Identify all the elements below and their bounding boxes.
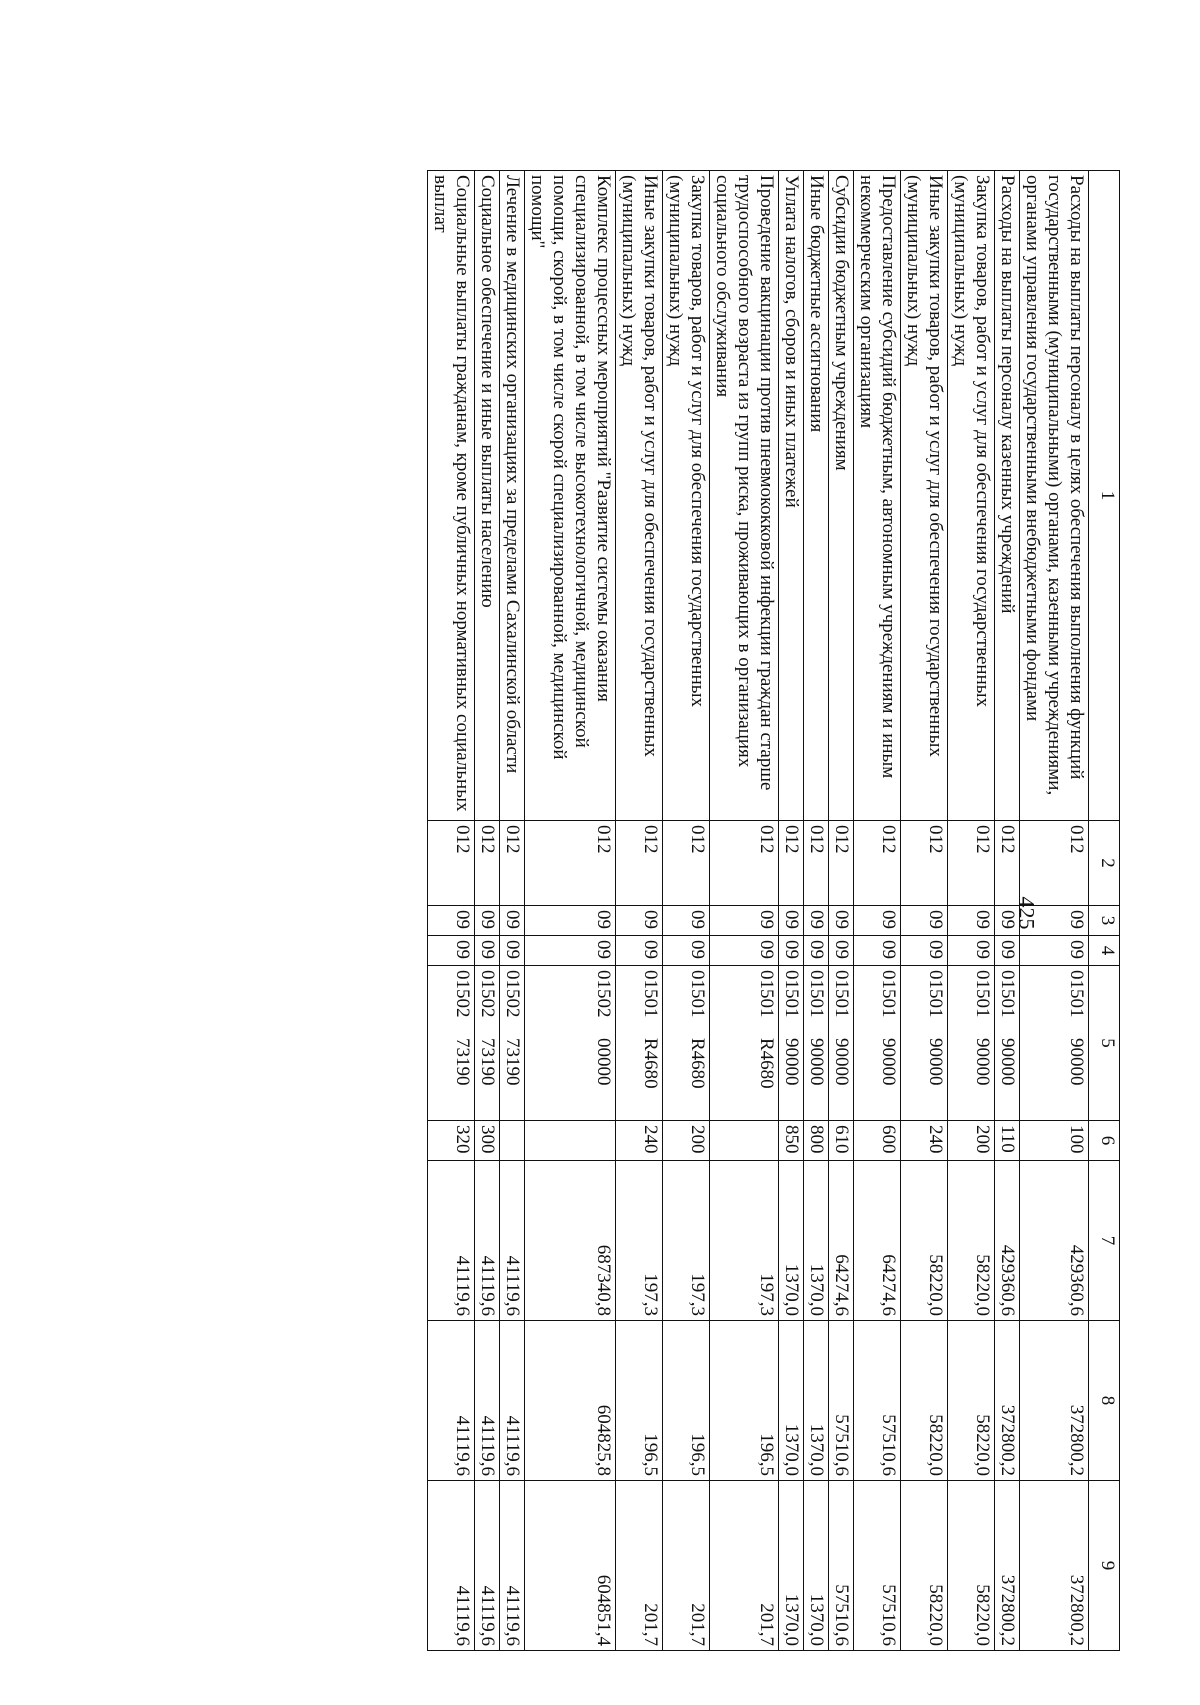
table-row (475, 171, 500, 1651)
amount-year-2: 1370,0 (804, 1321, 829, 1481)
target-article (804, 966, 829, 1121)
expense-type-code: 300 (475, 1121, 500, 1161)
amount-year-3: 58220,0 (901, 1481, 948, 1651)
section-code: 09 (663, 906, 710, 936)
table-row (804, 171, 829, 1651)
amount-year-3: 372800,2 (1020, 1481, 1089, 1651)
program-code: 01501 (997, 970, 1018, 1018)
expense-type-code (710, 1121, 779, 1161)
target-article (475, 966, 500, 1121)
amount-year-3: 201,7 (710, 1481, 779, 1651)
amount-year-1: 58220,0 (948, 1161, 995, 1321)
direction-code: R4680 (756, 1038, 777, 1089)
subsection-code: 09 (901, 936, 948, 966)
direction-code: 90000 (925, 1038, 946, 1086)
table-row (710, 171, 779, 1651)
program-code: 01501 (831, 970, 852, 1018)
program-code: 01502 (502, 970, 523, 1018)
amount-year-2: 1370,0 (779, 1321, 804, 1481)
subsection-code: 09 (829, 936, 854, 966)
ministry-code: 012 (779, 821, 804, 906)
ministry-code: 012 (710, 821, 779, 906)
ministry-code: 012 (854, 821, 901, 906)
header-cell: 3 (1089, 906, 1120, 936)
subsection-code: 09 (428, 936, 475, 966)
table-row (854, 171, 901, 1651)
ministry-code: 012 (616, 821, 663, 906)
amount-year-2: 372800,2 (1020, 1321, 1089, 1481)
page-number: 425 (1014, 896, 1040, 930)
row-name: Субсидии бюджетным учреждениям (829, 171, 854, 821)
program-code: 01502 (477, 970, 498, 1018)
subsection-code: 09 (710, 936, 779, 966)
table-row (995, 171, 1020, 1651)
target-article (663, 966, 710, 1121)
expense-type-code: 600 (854, 1121, 901, 1161)
amount-year-3: 1370,0 (804, 1481, 829, 1651)
target-article (948, 966, 995, 1121)
program-code: 01501 (972, 970, 993, 1018)
amount-year-2: 57510,6 (829, 1321, 854, 1481)
program-code: 01501 (878, 970, 899, 1018)
amount-year-2: 196,5 (710, 1321, 779, 1481)
expense-type-code: 200 (948, 1121, 995, 1161)
table-body (428, 171, 1089, 1651)
amount-year-2: 41119,6 (500, 1321, 525, 1481)
row-name: Уплата налогов, сборов и иных платежей (779, 171, 804, 821)
program-code: 01501 (781, 970, 802, 1018)
table-row (948, 171, 995, 1651)
target-article (525, 966, 616, 1121)
expense-type-code: 610 (829, 1121, 854, 1161)
direction-code: 90000 (806, 1038, 827, 1086)
amount-year-1: 41119,6 (500, 1161, 525, 1321)
header-cell: 1 (1089, 171, 1120, 821)
ministry-code: 012 (663, 821, 710, 906)
expense-type-code: 800 (804, 1121, 829, 1161)
amount-year-3: 57510,6 (854, 1481, 901, 1651)
ministry-code: 012 (829, 821, 854, 906)
amount-year-1: 429360,6 (995, 1161, 1020, 1321)
program-code: 01501 (925, 970, 946, 1018)
amount-year-3: 41119,6 (428, 1481, 475, 1651)
ministry-code: 012 (525, 821, 616, 906)
section-code: 09 (475, 906, 500, 936)
budget-table (427, 170, 1120, 1651)
amount-year-1: 687340,8 (525, 1161, 616, 1321)
target-article (616, 966, 663, 1121)
ministry-code: 012 (901, 821, 948, 906)
subsection-code: 09 (475, 936, 500, 966)
program-code: 01501 (640, 970, 661, 1018)
ministry-code: 012 (500, 821, 525, 906)
program-code: 01501 (756, 970, 777, 1018)
budget-table-rotated (80, 170, 1120, 1650)
header-cell: 6 (1089, 1121, 1120, 1161)
direction-code: 73190 (452, 1038, 473, 1086)
header-cell: 5 (1089, 966, 1120, 1121)
amount-year-3: 372800,2 (995, 1481, 1020, 1651)
section-code: 09 (779, 906, 804, 936)
section-code: 09 (428, 906, 475, 936)
table-row (901, 171, 948, 1651)
section-code: 09 (995, 906, 1020, 936)
subsection-code: 09 (500, 936, 525, 966)
table-row (428, 171, 475, 1651)
row-name: Социальные выплаты гражданам, кроме публичных нормативных социальных выплат (428, 171, 475, 821)
direction-code: 90000 (997, 1038, 1018, 1086)
amount-year-3: 201,7 (663, 1481, 710, 1651)
amount-year-3: 41119,6 (500, 1481, 525, 1651)
amount-year-2: 58220,0 (948, 1321, 995, 1481)
amount-year-1: 1370,0 (779, 1161, 804, 1321)
target-article (995, 966, 1020, 1121)
target-article (428, 966, 475, 1121)
table-row (779, 171, 804, 1651)
row-name: Закупка товаров, работ и услуг для обеспечения государственных (муниципальных) нужд (948, 171, 995, 821)
row-name: Комплекс процессных мероприятий "Развитие системы оказания специализированной, в том числе высокотехнологичной, медицинской помощи, скорой, в том числе скорой специализированной, медицинской помощи" (525, 171, 616, 821)
program-code: 01501 (806, 970, 827, 1018)
table-row (1020, 171, 1089, 1651)
subsection-code: 09 (854, 936, 901, 966)
expense-type-code: 850 (779, 1121, 804, 1161)
section-code: 09 (500, 906, 525, 936)
target-article (710, 966, 779, 1121)
row-name: Расходы на выплаты персоналу казенных учреждений (995, 171, 1020, 821)
subsection-code: 09 (948, 936, 995, 966)
expense-type-code: 320 (428, 1121, 475, 1161)
ministry-code: 012 (1020, 821, 1089, 906)
table-row (829, 171, 854, 1651)
amount-year-3: 201,7 (616, 1481, 663, 1651)
expense-type-code (525, 1121, 616, 1161)
target-article (901, 966, 948, 1121)
expense-type-code: 100 (1020, 1121, 1089, 1161)
direction-code: R4680 (687, 1038, 708, 1089)
row-name: Проведение вакцинации против пневмококковой инфекции граждан старше трудоспособного возраста из групп риска, проживающих в организациях социального обслуживания (710, 171, 779, 821)
subsection-code: 09 (804, 936, 829, 966)
amount-year-3: 41119,6 (475, 1481, 500, 1651)
amount-year-3: 57510,6 (829, 1481, 854, 1651)
ministry-code: 012 (428, 821, 475, 906)
direction-code: 00000 (593, 1038, 614, 1086)
table-header-row (1089, 171, 1120, 1651)
amount-year-2: 196,5 (616, 1321, 663, 1481)
target-article (1020, 966, 1089, 1121)
subsection-code: 09 (779, 936, 804, 966)
amount-year-1: 41119,6 (428, 1161, 475, 1321)
amount-year-1: 429360,6 (1020, 1161, 1089, 1321)
header-cell: 7 (1089, 1161, 1120, 1321)
header-cell: 2 (1089, 821, 1120, 906)
section-code: 09 (854, 906, 901, 936)
direction-code: 90000 (972, 1038, 993, 1086)
amount-year-3: 604851,4 (525, 1481, 616, 1651)
amount-year-1: 64274,6 (854, 1161, 901, 1321)
direction-code: 73190 (502, 1038, 523, 1086)
amount-year-1: 41119,6 (475, 1161, 500, 1321)
amount-year-3: 58220,0 (948, 1481, 995, 1651)
section-code: 09 (525, 906, 616, 936)
subsection-code: 09 (525, 936, 616, 966)
target-article (500, 966, 525, 1121)
amount-year-2: 196,5 (663, 1321, 710, 1481)
header-cell: 8 (1089, 1321, 1120, 1481)
target-article (829, 966, 854, 1121)
section-code: 09 (616, 906, 663, 936)
section-code: 09 (829, 906, 854, 936)
table-row (663, 171, 710, 1651)
table-row (525, 171, 616, 1651)
amount-year-1: 197,3 (663, 1161, 710, 1321)
program-code: 01501 (1066, 970, 1087, 1018)
amount-year-2: 41119,6 (475, 1321, 500, 1481)
direction-code: 90000 (1066, 1038, 1087, 1086)
row-name: Лечение в медицинских организациях за пределами Сахалинской области (500, 171, 525, 821)
ministry-code: 012 (475, 821, 500, 906)
subsection-code: 09 (663, 936, 710, 966)
subsection-code: 09 (1020, 936, 1089, 966)
amount-year-2: 41119,6 (428, 1321, 475, 1481)
amount-year-1: 197,3 (710, 1161, 779, 1321)
header-cell: 4 (1089, 936, 1120, 966)
header-cell: 9 (1089, 1481, 1120, 1651)
expense-type-code: 200 (663, 1121, 710, 1161)
row-name: Расходы на выплаты персоналу в целях обеспечения выполнения функций государственными (муниципальными) органами, казенными учреждениями, органами управления государственными внебюджетными фондами (1020, 171, 1089, 821)
ministry-code: 012 (995, 821, 1020, 906)
expense-type-code: 240 (616, 1121, 663, 1161)
amount-year-2: 57510,6 (854, 1321, 901, 1481)
direction-code: 90000 (878, 1038, 899, 1086)
section-code: 09 (901, 906, 948, 936)
row-name: Иные закупки товаров, работ и услуг для обеспечения государственных (муниципальных) нужд (901, 171, 948, 821)
direction-code: R4680 (640, 1038, 661, 1089)
direction-code: 73190 (477, 1038, 498, 1086)
direction-code: 90000 (781, 1038, 802, 1086)
table-row (500, 171, 525, 1651)
program-code: 01502 (452, 970, 473, 1018)
row-name: Закупка товаров, работ и услуг для обеспечения государственных (муниципальных) нужд (663, 171, 710, 821)
row-name: Иные закупки товаров, работ и услуг для обеспечения государственных (муниципальных) нужд (616, 171, 663, 821)
table-row (616, 171, 663, 1651)
row-name: Социальное обеспечение и иные выплаты населению (475, 171, 500, 821)
amount-year-2: 58220,0 (901, 1321, 948, 1481)
target-article (854, 966, 901, 1121)
row-name: Иные бюджетные ассигнования (804, 171, 829, 821)
direction-code: 90000 (831, 1038, 852, 1086)
amount-year-1: 1370,0 (804, 1161, 829, 1321)
target-article (779, 966, 804, 1121)
expense-type-code (500, 1121, 525, 1161)
subsection-code: 09 (995, 936, 1020, 966)
subsection-code: 09 (616, 936, 663, 966)
section-code: 09 (710, 906, 779, 936)
amount-year-2: 372800,2 (995, 1321, 1020, 1481)
amount-year-1: 58220,0 (901, 1161, 948, 1321)
amount-year-2: 604825,8 (525, 1321, 616, 1481)
program-code: 01501 (687, 970, 708, 1018)
section-code: 09 (1020, 906, 1089, 936)
amount-year-1: 64274,6 (829, 1161, 854, 1321)
ministry-code: 012 (948, 821, 995, 906)
section-code: 09 (948, 906, 995, 936)
expense-type-code: 240 (901, 1121, 948, 1161)
section-code: 09 (804, 906, 829, 936)
expense-type-code: 110 (995, 1121, 1020, 1161)
amount-year-3: 1370,0 (779, 1481, 804, 1651)
ministry-code: 012 (804, 821, 829, 906)
amount-year-1: 197,3 (616, 1161, 663, 1321)
program-code: 01502 (593, 970, 614, 1018)
row-name: Предоставление субсидий бюджетным, автономным учреждениям и иным некоммерческим организациям (854, 171, 901, 821)
